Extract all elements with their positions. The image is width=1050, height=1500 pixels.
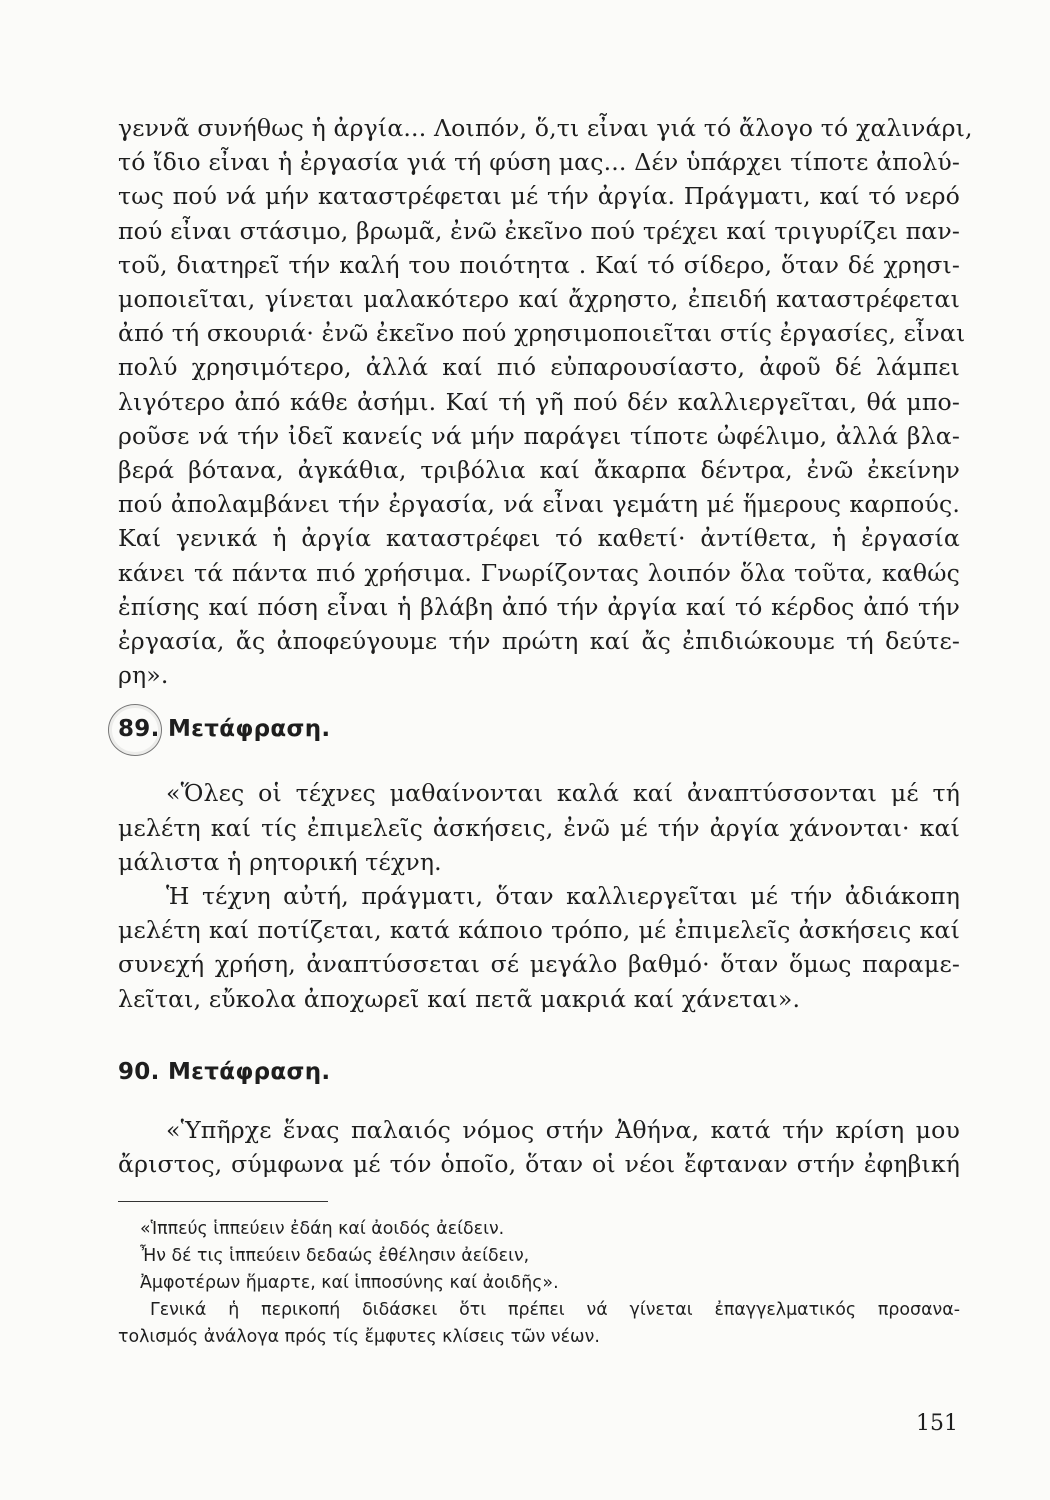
footnote-divider	[118, 1201, 328, 1202]
body-paragraph-1	[118, 111, 973, 692]
text-line: τως πού νά μήν καταστρέφεται μέ τήν ἀργία. Πράγματι, καί τό νερό	[118, 182, 960, 211]
paragraph-89a	[118, 776, 960, 879]
text-line: πού εἶναι στάσιμο, βρωμᾶ, ἐνῶ ἐκεῖνο πού τρέχει καί τριγυρίζει παν-	[118, 216, 960, 245]
paragraph-89b	[118, 879, 960, 1016]
text-line: τοῦ, διατηρεῖ τήν καλή του ποιότητα . Καί τό σίδερο, ὅταν δέ χρησι-	[118, 250, 960, 279]
heading-89-text: 89. Μετάφραση.	[118, 716, 331, 743]
text-line: ἀπό τή σκουριά· ἐνῶ ἐκεῖνο πού χρησιμοποιεῖται στίς ἐργασίες, εἶναι	[118, 319, 966, 348]
text-line: «Ὅλες οἱ τέχνες μαθαίνονται καλά καί ἀναπτύσσονται μέ τή	[166, 779, 960, 808]
footnote-line: Ἦν δέ τις ἱππεύειν δεδαώς ἐθέλησιν ἀείδειν,	[140, 1246, 530, 1267]
section-heading-90: 90. Μετάφραση.	[118, 1058, 331, 1085]
paragraph-90	[118, 1113, 960, 1181]
text-line: ἄριστος, σύμφωνα μέ τόν ὁποῖο, ὅταν οἱ νέοι ἔφταναν στήν ἐφηβική	[118, 1150, 960, 1179]
text-line: μελέτη καί ποτίζεται, κατά κάποιο τρόπο, μέ ἐπιμελεῖς ἀσκήσεις καί	[118, 916, 960, 945]
text-line: τό ἴδιο εἶναι ἡ ἐργασία γιά τή φύση μας... Δέν ὑπάρχει τίποτε ἀπολύ-	[118, 148, 960, 177]
text-line: γεννᾶ συνήθως ἡ ἀργία... Λοιπόν, ὅ,τι εἶναι γιά τό ἄλογο τό χαλινάρι,	[118, 114, 973, 142]
text-line: ροῦσε νά τήν ἰδεῖ κανείς νά μήν παράγει τίποτε ὠφέλιμο, ἀλλά βλα-	[118, 421, 960, 450]
text-line: ἐργασία, ἄς ἀποφεύγουμε τήν πρώτη καί ἄς ἐπιδιώκουμε τή δεύτε-	[118, 627, 960, 656]
footnote-line: τολισμός ἀνάλογα πρός τίς ἔμφυτες κλίσεις τῶν νέων.	[118, 1327, 600, 1348]
footnote-line: Ἀμφοτέρων ἥμαρτε, καί ἱπποσύνης καί ἀοιδῆς».	[140, 1273, 559, 1294]
section-heading-89	[118, 716, 960, 742]
text-line: βερά βότανα, ἀγκάθια, τριβόλια καί ἄκαρπα δέντρα, ἐνῶ ἐκείνην	[118, 456, 960, 485]
text-line: «Ὑπῆρχε ἕνας παλαιός νόμος στήν Ἀθήνα, κατά τήν κρίση μου	[166, 1115, 960, 1144]
text-line: Καί γενικά ἡ ἀργία καταστρέφει τό καθετί· ἀντίθετα, ἡ ἐργασία	[118, 524, 960, 553]
footnote	[118, 1216, 960, 1351]
text-line: ρη».	[118, 661, 169, 690]
footnote-line: Γενικά ἡ περικοπή διδάσκει ὅτι πρέπει νά γίνεται ἐπαγγελματικός προσανα-	[150, 1300, 960, 1321]
text-line: Ἡ τέχνη αὐτή, πράγματι, ὅταν καλλιεργεῖται μέ τήν ἀδιάκοπη	[166, 882, 960, 911]
text-line: κάνει τά πάντα πιό χρήσιμα. Γνωρίζοντας λοιπόν ὅλα τοῦτα, καθώς	[118, 558, 960, 587]
text-line: μελέτη καί τίς ἐπιμελεῖς ἀσκήσεις, ἐνῶ μέ τήν ἀργία χάνονται· καί	[118, 813, 960, 842]
text-line: λιγότερο ἀπό κάθε ἀσήμι. Καί τή γῆ πού δέν καλλιεργεῖται, θά μπο-	[118, 387, 960, 416]
text-line: ἐπίσης καί πόση εἶναι ἡ βλάβη ἀπό τήν ἀργία καί τό κέρδος ἀπό τήν	[118, 592, 960, 621]
text-line: συνεχή χρήση, ἀναπτύσσεται σέ μεγάλο βαθμό· ὅταν ὅμως παραμε-	[118, 950, 960, 979]
text-line: μοποιεῖται, γίνεται μαλακότερο καί ἄχρηστο, ἐπειδή καταστρέφεται	[118, 285, 960, 314]
text-line: λεῖται, εὔκολα ἀποχωρεῖ καί πετᾶ μακριά καί χάνεται».	[118, 984, 801, 1013]
pencil-circle-mark	[108, 704, 162, 756]
text-line: μάλιστα ἡ ρητορική τέχνη.	[118, 847, 442, 876]
page-number: 151	[916, 1411, 958, 1436]
footnote-line: «Ἱππεύς ἱππεύειν ἐδάη καί ἀοιδός ἀείδειν.	[140, 1219, 505, 1240]
text-line: πού ἀπολαμβάνει τήν ἐργασία, νά εἶναι γεμάτη μέ ἥμερους καρπούς.	[118, 490, 960, 519]
text-line: πολύ χρησιμότερο, ἀλλά καί πιό εὐπαρουσίαστο, ἀφοῦ δέ λάμπει	[118, 353, 960, 382]
